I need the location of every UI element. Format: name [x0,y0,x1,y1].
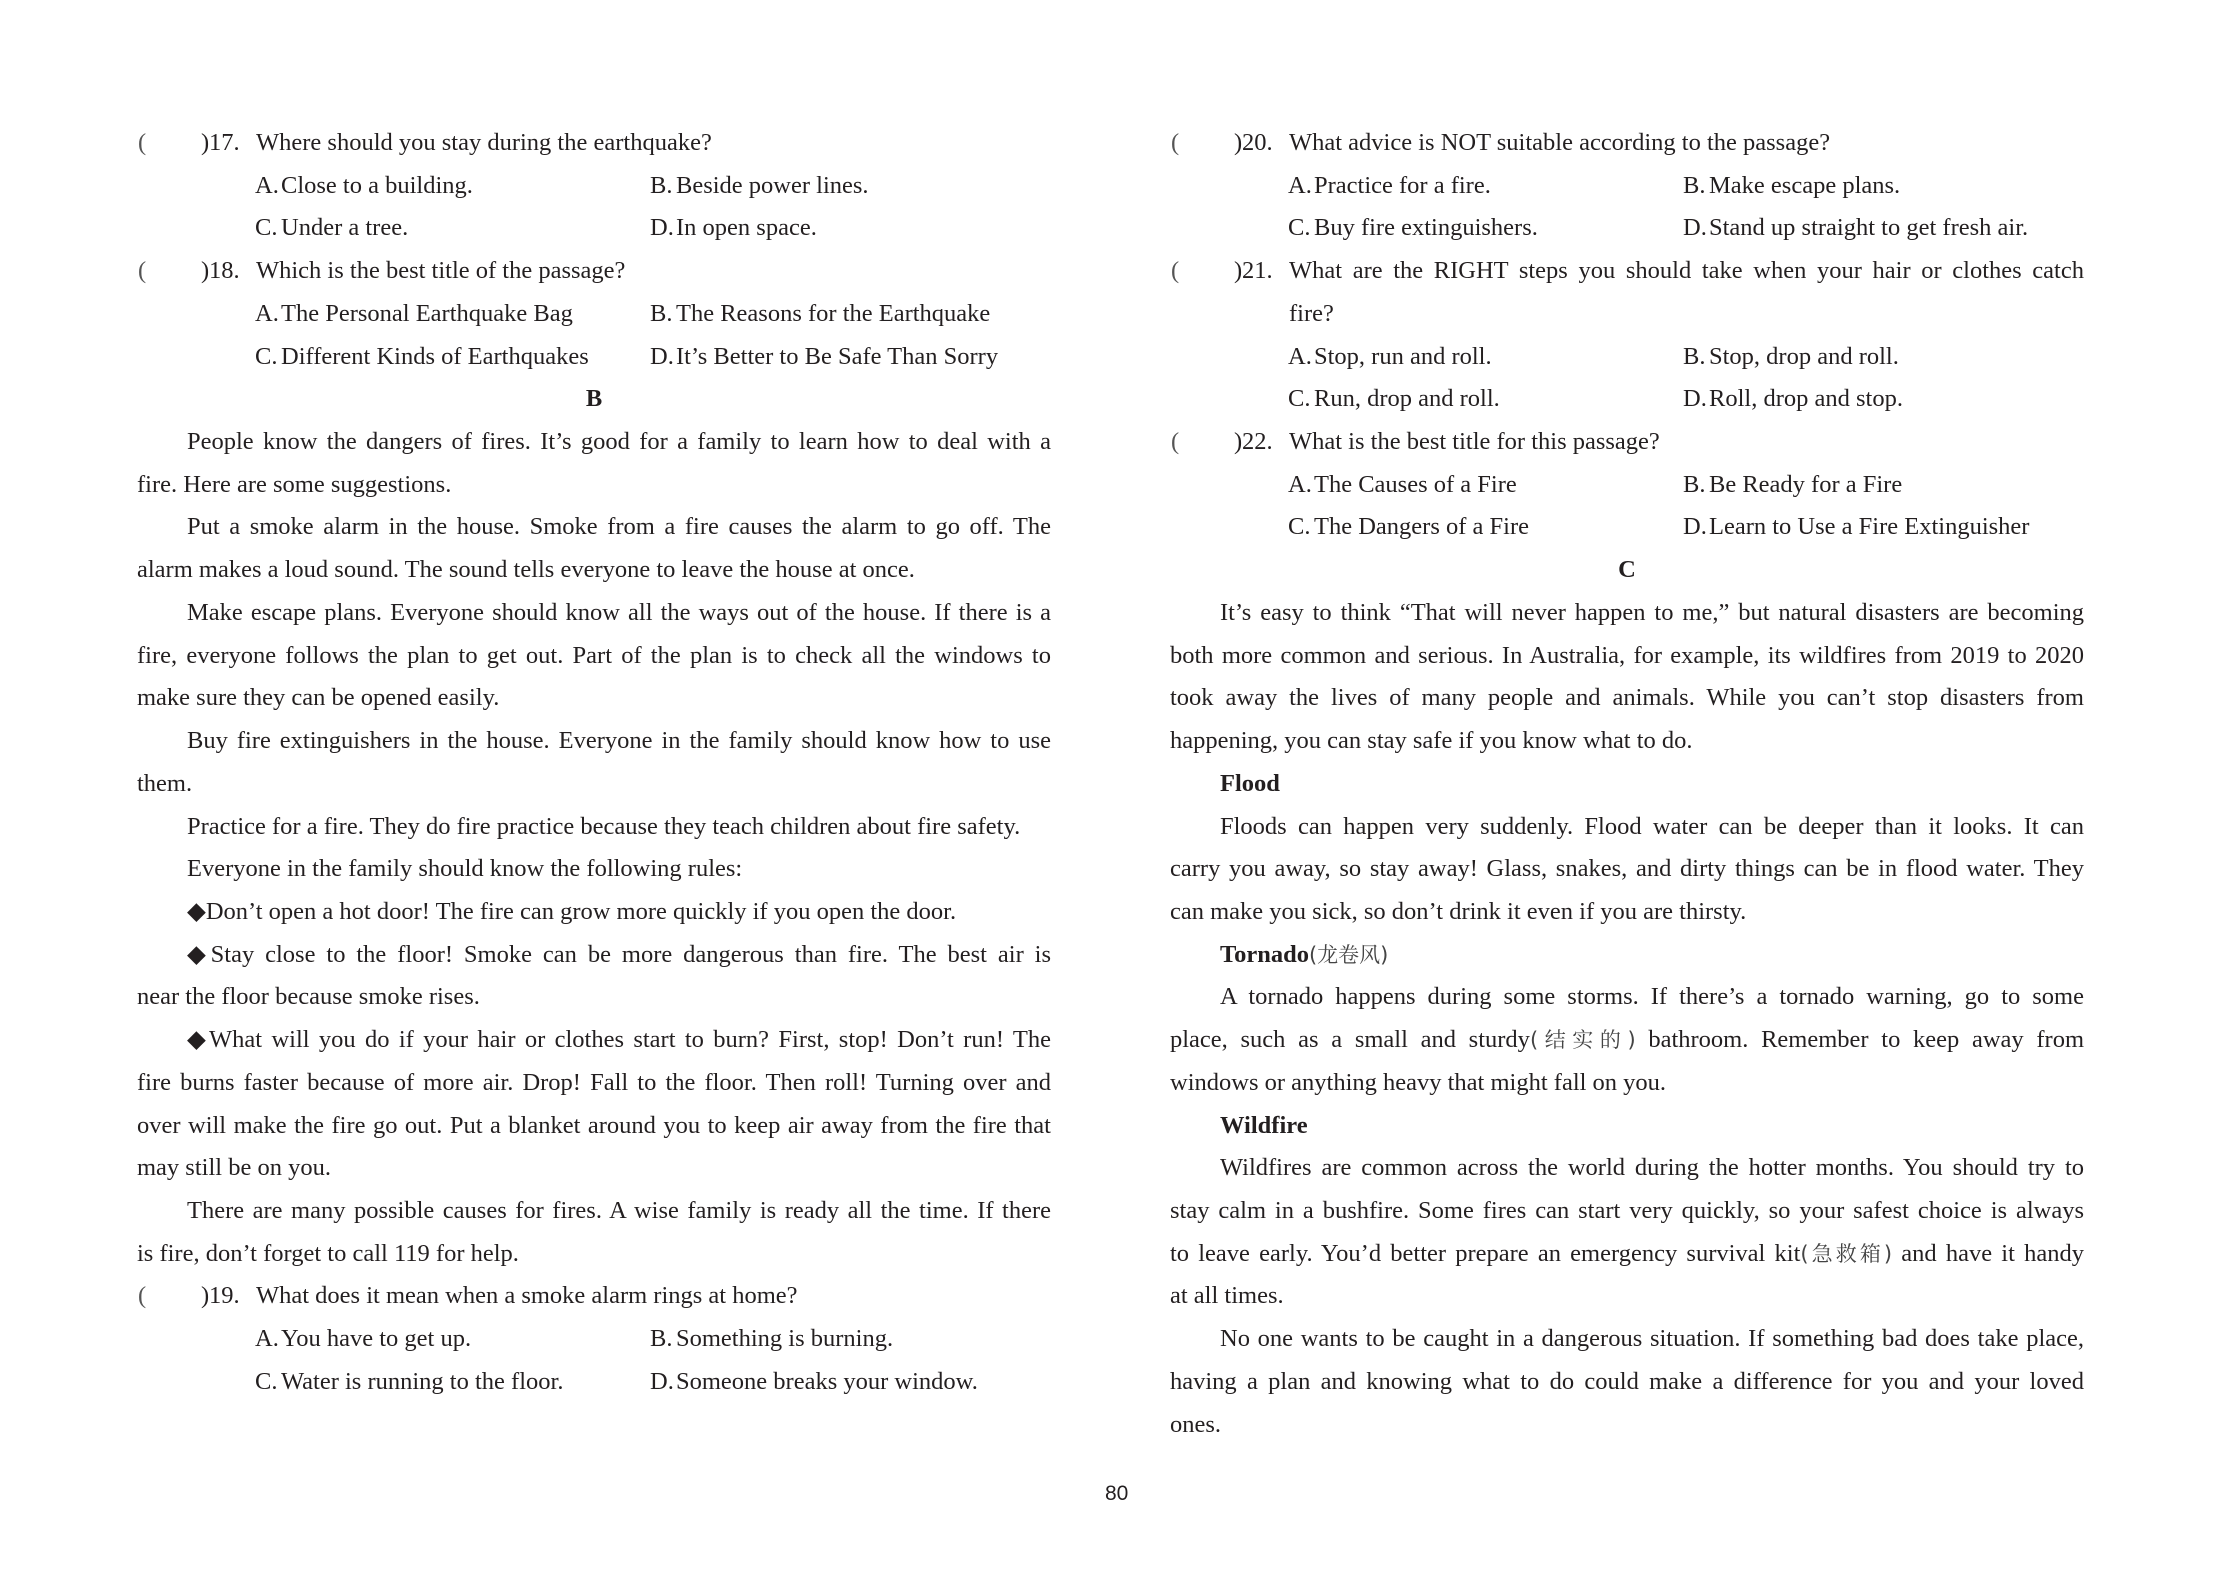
section-heading-c: C [1618,556,1636,584]
option-d[interactable]: D.Someone breaks your window. [650,1367,978,1395]
passage-line: near the floor because smoke rises. [137,983,480,1011]
option-d[interactable]: D.It’s Better to Be Safe Than Sorry [650,342,999,370]
options-row [1170,165,2084,208]
answer-blank-close: ) [1234,257,1243,285]
right-column [1170,122,2084,1446]
options-row [137,165,1051,208]
option-c[interactable]: C. Buy fire extinguishers. [1288,214,1538,242]
option-b[interactable]: B. The Reasons for the Earthquake [650,299,991,327]
passage-line: ones. [1170,1410,1222,1438]
passage-line: fire burns faster because of more air. Drop! Fall to the floor. Then roll! Turning over and [137,1068,1051,1096]
option-b[interactable]: B. Make escape plans. [1683,171,1901,199]
passage-line: both more common and serious. In Australia, for example, its wildfires from 2019 to 2020 [1170,641,2084,669]
question-number: 17. [209,129,240,156]
passage-line: happening, you can stay safe if you know what to do. [1170,727,1693,755]
passage-line: It’s easy to think “That will never happen to me,” but natural disasters are becoming [1220,598,2084,626]
question-22 [1170,421,2084,464]
passage-line: No one wants to be caught in a dangerous situation. If something bad does take place, [1220,1325,2084,1353]
option-c[interactable]: C. Under a tree. [255,214,409,242]
option-b[interactable]: B. Stop, drop and roll. [1683,342,1899,370]
passage-line: Wildfires are common across the world during the hotter months. You should try to [1220,1154,2084,1182]
chinese-gloss: (结实的) [1529,1028,1636,1053]
passage-line: having a plan and knowing what to do could make a difference for you and your loved [1170,1367,2084,1395]
option-b[interactable]: B. Beside power lines. [650,171,869,199]
option-d[interactable]: D.Learn to Use a Fire Extinguisher [1683,513,2030,541]
question-21 [1170,250,2084,293]
question-number: 20. [1242,129,1273,156]
answer-blank-open[interactable]: ( [138,1282,147,1310]
question-text: What advice is NOT suitable according to the passage? [1289,129,1831,156]
option-a[interactable]: A.You have to get up. [255,1325,472,1353]
option-b[interactable]: B. Something is burning. [650,1325,894,1353]
answer-blank-open[interactable]: ( [1171,428,1180,456]
options-row [1170,207,2084,250]
option-a[interactable]: A.Practice for a fire. [1288,171,1491,199]
section-heading-b: B [585,385,603,413]
option-a[interactable]: A.Stop, run and roll. [1288,342,1492,370]
passage-line: fire. Here are some suggestions. [137,470,452,498]
question-number: 22. [1242,428,1273,456]
option-d[interactable]: D.Stand up straight to get fresh air. [1683,214,2029,242]
chinese-gloss: (龙卷风) [1308,942,1389,967]
answer-blank-open[interactable]: ( [1171,129,1180,156]
passage-line: over will make the fire go out. Put a blanket around you to keep air away from the fire that [137,1111,1051,1139]
answer-blank-close: ) [201,129,210,156]
passage-line: at all times. [1170,1282,1284,1310]
passage-line: stay calm in a bushfire. Some fires can start very quickly, so your safest choice is always [1170,1196,2084,1224]
question-number: 18. [209,257,240,285]
passage-line: A tornado happens during some storms. If there’s a tornado warning, go to some [1220,983,2084,1011]
option-d[interactable]: D.Roll, drop and stop. [1683,385,1903,413]
options-row [137,1361,1051,1404]
option-c[interactable]: C. The Dangers of a Fire [1288,513,1529,541]
answer-blank-open[interactable]: ( [138,257,147,285]
rule-item: ◆Stay close to the floor! Smoke can be more dangerous than fire. The best air is [187,940,1051,968]
option-c[interactable]: C. Water is running to the floor. [255,1367,564,1395]
options-row [137,1318,1051,1361]
page-number: 80 [1105,1482,1129,1505]
subheading-text: Tornado [1220,940,1309,968]
passage-line: Practice for a fire. They do fire practice because they teach children about fire safety. [187,812,1021,840]
answer-blank-close: ) [201,1282,210,1310]
question-19 [137,1275,1051,1318]
subheading-flood: Flood [1220,769,1280,797]
question-20 [1170,122,2084,165]
question-21-continued [1170,293,2084,336]
subheading-tornado [1170,934,2084,977]
answer-blank-open[interactable]: ( [138,129,147,156]
chinese-gloss: (急救箱) [1800,1241,1893,1266]
question-text: What is the best title for this passage? [1289,428,1660,456]
option-d[interactable]: D.In open space. [650,214,817,242]
passage-line: Make escape plans. Everyone should know all the ways out of the house. If there is a [187,598,1051,626]
option-c[interactable]: C. Different Kinds of Earthquakes [255,342,589,370]
question-18 [137,250,1051,293]
passage-line: to leave early. You’d better prepare an emergency survival kit(急救箱) and have it handy [1170,1239,2084,1267]
rule-item: ◆What will you do if your hair or clothes start to burn? First, stop! Don’t run! The [187,1026,1051,1054]
options-row [137,293,1051,336]
passage-line: can make you sick, so don’t drink it even if you are thirsty. [1170,897,1747,925]
left-column [137,122,1051,1404]
question-text: Where should you stay during the earthquake? [256,129,712,156]
option-c[interactable]: C. Run, drop and roll. [1288,385,1500,413]
options-row [137,207,1051,250]
passage-line: is fire, don’t forget to call 119 for help. [137,1239,519,1267]
option-a[interactable]: A.The Causes of a Fire [1288,470,1517,498]
passage-line: People know the dangers of fires. It’s good for a family to learn how to deal with a [187,428,1051,456]
rule-item: ◆Don’t open a hot door! The fire can grow more quickly if you open the door. [187,897,957,925]
question-text: What are the RIGHT steps you should take when your hair or clothes catch [1289,257,2084,285]
options-row [137,336,1051,379]
passage-line: Put a smoke alarm in the house. Smoke from a fire causes the alarm to go off. The [187,513,1051,541]
options-row [1170,336,2084,379]
answer-blank-close: ) [201,257,210,285]
passage-line: Everyone in the family should know the following rules: [187,855,743,883]
question-text-continued: fire? [1289,299,1334,327]
passage-line: make sure they can be opened easily. [137,684,500,712]
question-number: 21. [1242,257,1273,285]
question-17 [137,122,1051,165]
passage-c [1170,592,2084,1446]
question-number: 19. [209,1282,240,1310]
passage-line: carry you away, so stay away! Glass, snakes, and dirty things can be in flood water. They [1170,855,2084,883]
question-text: What does it mean when a smoke alarm rings at home? [256,1282,798,1310]
answer-blank-close: ) [1234,129,1243,156]
passage-line: windows or anything heavy that might fall on you. [1170,1068,1667,1096]
passage-line: alarm makes a loud sound. The sound tells everyone to leave the house at once. [137,556,915,584]
passage-line: them. [137,769,193,797]
passage-line: There are many possible causes for fires. A wise family is ready all the time. If there [187,1196,1051,1224]
options-row [1170,506,2084,549]
options-row [1170,378,2084,421]
passage-line: may still be on you. [137,1154,331,1182]
passage-line: fire, everyone follows the plan to get out. Part of the plan is to check all the windows to [137,641,1051,669]
option-a[interactable]: A.Close to a building. [255,171,473,199]
passage-line: took away the lives of many people and animals. While you can’t stop disasters from [1170,684,2084,712]
options-row [1170,464,2084,507]
option-a[interactable]: A.The Personal Earthquake Bag [255,299,573,327]
passage-line: place, such as a small and sturdy(结实的) bathroom. Remember to keep away from [1170,1026,2084,1054]
answer-blank-close: ) [1234,428,1243,456]
question-text: Which is the best title of the passage? [256,257,626,285]
passage-line: Floods can happen very suddenly. Flood water can be deeper than it looks. It can [1220,812,2084,840]
passage-line: Buy fire extinguishers in the house. Everyone in the family should know how to use [187,727,1051,755]
passage-b [137,421,1051,1275]
answer-blank-open[interactable]: ( [1171,257,1180,285]
option-b[interactable]: B. Be Ready for a Fire [1683,470,1903,498]
subheading-wildfire: Wildfire [1220,1111,1308,1139]
